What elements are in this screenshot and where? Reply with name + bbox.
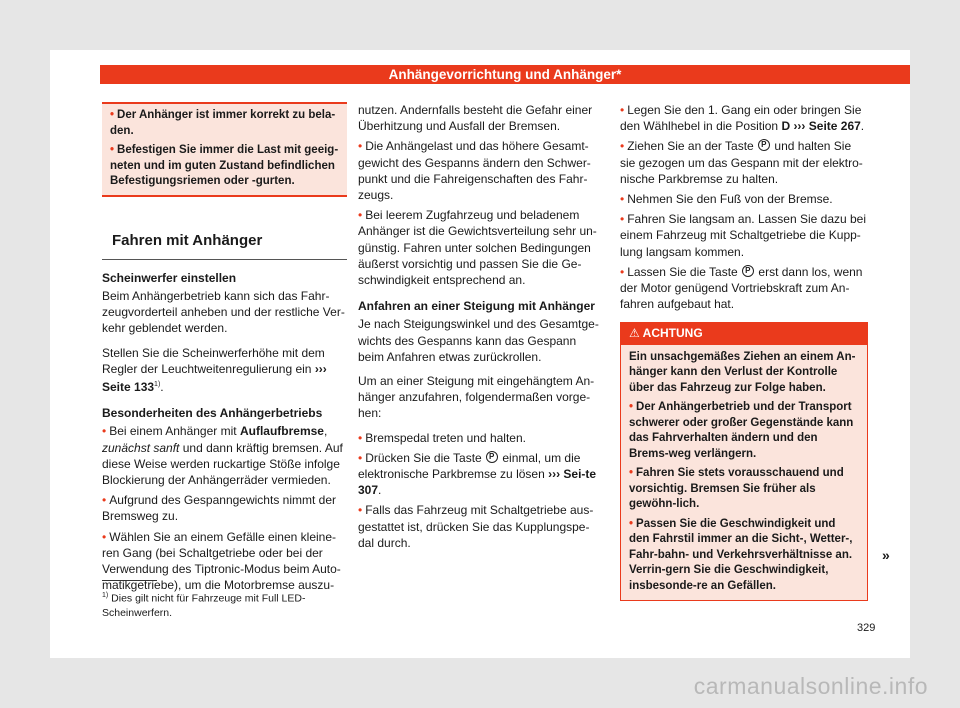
- manual-page: [50, 50, 910, 658]
- footnote-text: Dies gilt nicht für Fahrzeuge mit Full LED-Scheinwerfern.: [102, 592, 306, 619]
- subheading-hill-start: Anfahren an einer Steigung mit Anhänger: [358, 299, 595, 314]
- footnote: [102, 580, 352, 620]
- list-item: • Aufgrund des Gespanngewichts nimmt der Bremsweg zu.: [102, 493, 336, 524]
- bullet-dot-icon: •: [110, 109, 115, 121]
- footnote-mark: 1): [102, 592, 109, 599]
- bullet-dot-icon: •: [629, 401, 634, 414]
- continue-marker: »: [882, 547, 890, 563]
- step-item: • Fahren Sie langsam an. Lassen Sie dazu bei einem Fahrzeug mit Schaltgetriebe die Kupp-lung langsam kommen.: [620, 212, 867, 259]
- parking-brake-button-icon: [486, 451, 498, 463]
- warning-item: • Fahren Sie stets vorausschauend und vorsichtig. Bremsen Sie früher als gewöhn-lich.: [629, 467, 844, 511]
- section-title: Fahren mit Anhänger: [102, 223, 347, 260]
- page-header: Anhängevorrichtung und Anhänger*: [100, 65, 910, 84]
- page-number: 329: [857, 622, 876, 634]
- bullet-dot-icon: •: [358, 139, 363, 154]
- bullet-dot-icon: •: [358, 208, 363, 223]
- list-item: • Die Anhängelast und das höhere Gesamt-gewicht des Gespanns ändern den Schwer-punkt und die Fahreigenschaften des Fahr-zeugs.: [358, 139, 591, 203]
- bullet-dot-icon: •: [358, 430, 363, 445]
- step-item: • Falls das Fahrzeug mit Schaltgetriebe aus-gestattet ist, drücken Sie das Kupplungspe-dal durch.: [358, 503, 594, 550]
- list-item: • Bei leerem Zugfahrzeug und beladenem Anhänger ist die Gewichtsverteilung sehr un-günstig. Fahren unter solchen Bedingungen äußerst vorsichtig und passen Sie die Ge-schwindigkeit entsprechend an.: [358, 208, 597, 288]
- bullet-dot-icon: •: [629, 517, 634, 530]
- warning-body: [621, 345, 867, 601]
- paragraph: nutzen. Andernfalls besteht die Gefahr einer Überhitzung und Ausfall der Bremsen.: [358, 103, 593, 134]
- list-item: • Wählen Sie an einem Gefälle einen kleine-ren Gang (bei Schaltgetriebe oder bei der Verwendung des Tiptronic-Modus beim Auto-matikgetriebe), um die Motorbremse auszu-: [102, 529, 341, 593]
- notice-item: • Befestigen Sie immer die Last mit geeig-neten und im guten Zustand befindlichen Befestigungsriemen oder -gurten.: [110, 144, 339, 187]
- bullet-dot-icon: •: [102, 424, 107, 439]
- bullet-dot-icon: •: [620, 212, 625, 227]
- notice-box: [102, 102, 347, 197]
- paragraph: Beim Anhängerbetrieb kann sich das Fahr-zeugvorderteil anheben und der restliche Ver-kehr geblendet werden.: [102, 288, 345, 336]
- bullet-dot-icon: •: [110, 144, 115, 156]
- bullet-dot-icon: •: [620, 103, 625, 117]
- step-item: • Ziehen Sie an der Taste P und halten Sie sie gezogen um das Gespann mit der elektro-nische Parkbremse zu halten.: [620, 138, 868, 187]
- warning-box: [620, 322, 868, 601]
- warning-item: • Der Anhängerbetrieb und der Transport schwerer oder großer Gegenstände kann das Fahrverhalten ändern und den Brems-weg verlängern.: [629, 401, 854, 460]
- bullet-dot-icon: •: [358, 450, 363, 465]
- step-item: • Bremspedal treten und halten.: [358, 430, 526, 445]
- subheading-trailer-operation: Besonderheiten des Anhängerbetriebs: [102, 406, 323, 421]
- step-item: • Lassen Sie die Taste P erst dann los, wenn der Motor genügend Vortriebskraft zum An-fahren aufgebaut hat.: [620, 264, 868, 313]
- bullet-dot-icon: •: [102, 493, 107, 508]
- footnote-rule: [102, 580, 157, 581]
- bullet-dot-icon: •: [629, 467, 634, 480]
- column-2: [358, 102, 600, 559]
- warning-title: ACHTUNG: [642, 326, 703, 341]
- bullet-dot-icon: •: [102, 529, 107, 544]
- bullet-dot-icon: •: [620, 192, 625, 207]
- parking-brake-button-icon: [758, 139, 770, 151]
- warning-triangle-icon: ⚠: [629, 326, 640, 341]
- list-item: • Bei einem Anhänger mit Auflaufbremse, zunächst sanft und dann kräftig bremsen. Auf diese Weise werden ruckartige Stöße infolge Blockierung der Anhängerräder vermieden.: [102, 424, 343, 487]
- page-reference-link[interactable]: ››› Seite 133: [102, 361, 327, 394]
- warning-item: • Passen Sie die Geschwindigkeit und den Fahrstil immer an die Sicht-, Wetter-, Fahr-bahn- und Verkehrsverhältnisse an. Verrin-gern Sie die Geschwindigkeit, insbesonde-re an Gefällen.: [629, 517, 853, 592]
- watermark: carmanualsonline.info: [693, 673, 928, 699]
- column-1: [102, 102, 347, 601]
- bullet-dot-icon: •: [620, 139, 625, 154]
- step-item: • Drücken Sie die Taste P einmal, um die elektronische Parkbremse zu lösen ››› Sei-te 307.: [358, 450, 600, 499]
- page-reference-link[interactable]: D ››› Seite 267: [781, 119, 861, 134]
- subheading-headlights: Scheinwerfer einstellen: [102, 270, 237, 285]
- page-reference-link[interactable]: ››› Sei-te 307: [358, 467, 597, 498]
- paragraph: Je nach Steigungswinkel und des Gesamtge-wichts des Gespanns kann das Gespann beim Anfahren etwas zurückrollen.: [358, 317, 599, 364]
- bullet-dot-icon: •: [358, 503, 363, 518]
- column-3: [620, 102, 868, 601]
- step-item: • Nehmen Sie den Fuß von der Bremse.: [620, 192, 833, 207]
- paragraph: Stellen Sie die Scheinwerferhöhe mit dem Regler der Leuchtweitenregulierung ein ››› Seite 133$^{1)}$.: [102, 345, 327, 394]
- warning-header: [621, 323, 867, 345]
- footnote-ref[interactable]: 1): [154, 380, 161, 388]
- bullet-dot-icon: •: [620, 264, 625, 279]
- parking-brake-button-icon: [742, 265, 754, 277]
- notice-item: • Der Anhänger ist immer korrekt zu bela-den.: [110, 109, 336, 137]
- paragraph: Um an einer Steigung mit eingehängtem An-hänger anzufahren, folgendermaßen vorge-hen:: [358, 374, 595, 421]
- step-item: • Legen Sie den 1. Gang ein oder bringen Sie den Wählhebel in die Position D ››› Seite 267.: [620, 103, 865, 134]
- warning-text: Ein unsachgemäßes Ziehen an einem An-hänger kann den Verlust der Kontrolle über das Fahrzeug zur Folge haben.: [629, 350, 856, 394]
